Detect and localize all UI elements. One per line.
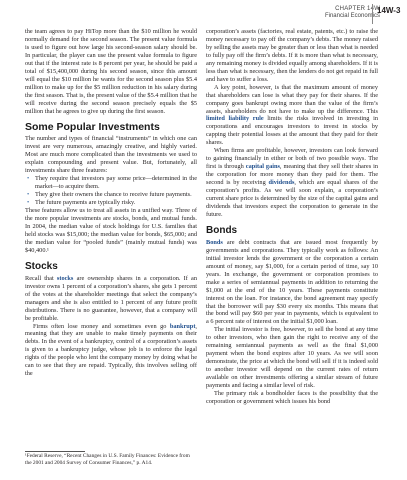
page-number: 14W-3	[377, 6, 401, 15]
paragraph: Bonds are debt contracts that are issued most frequently by governments and corporations. They typically work as follows: An initial investor lends the government or the corporation a certain amount of money, say $1,000, for a certain period of time, say 10 years. In exchange, the government or corporation promises to make a series of semiannual payments in addition to returning the $1,000 at the end of the 10 years. These payments constitute interest on the loan. For instance, the bond agreement may specify that the borrower will pay $30 every six months. This means that the bond will pay $60 per year in payments, which is equivalent to a 6 percent rate of interest on the initial $1,000 loan.	[206, 238, 378, 326]
paragraph: The number and types of financial “instruments” in which one can invest are very numerous, amazingly creative, and highly varied. Most are much more complicated than the investments we used to explain compounding and present value. But, fortunately, all investments share three features:	[25, 135, 197, 175]
paragraph: The initial investor is free, however, to sell the bond at any time to other investors, who then gain the right to receive any of the remaining semiannual payments as well as the final $1,000 payment when the bond expires after 10 years. As we will soon demonstrate, the price at which the bond will sell if it is indeed sold to another investor will depend on the current rates of return available on other investments offering a similar stream of future payments and facing a similar level of risk.	[206, 326, 378, 390]
paragraph: When firms are profitable, however, investors can look forward to gaining financially in either or both of two possible ways. The first is through capital gains, meaning that they sell their shares in the corporation for more money than they paid for them. The second is by receiving dividends, which are equal shares of the corporation’s profits. As we will soon explain, a corporation’s current share price is determined by the size of the capital gains and dividends that investors expect the corporation to generate in the future.	[206, 147, 379, 218]
right-column	[206, 28, 378, 406]
key-term-limited-liability: limited liability rule	[206, 115, 264, 123]
paragraph: A key point, however, is that the maximum amount of money that shareholders can lose is what they pay for their shares. If the company goes bankrupt owing more than the value of the firm’s assets, shareholders do not have to make up the difference. This limited liability rule limits the risks involved in investing in corporations and encourages investors to invest in stocks by capping their potential losses at the amount that they paid for their shares.	[206, 83, 378, 147]
section-heading-popular-investments: Some Popular Investments	[25, 121, 160, 134]
list-item: • The future payments are typically risky.	[35, 199, 197, 207]
key-term-bonds: Bonds	[206, 238, 223, 246]
paragraph: the team agrees to pay HiTop more than the $10 million he would normally demand for the second season. The present value formula is used to figure out how large his second-season salary should be. In particular, the player can use the present value formula to figure out that if the interest rate is 8 percent per year, he should be paid a total of $15,400,000 during his second season, since this amount will equal the $10 million he wants for the second season plus $5.4 million to make up for the $5 million reduction in his salary during the first season. That is, the present value of the $5.4 million that he will receive during the second season precisely equals the $5 million that he agrees to give up during the first season.	[25, 28, 197, 115]
section-heading-bonds: Bonds	[206, 224, 238, 236]
left-column	[25, 28, 197, 378]
paragraph: The primary risk a bondholder faces is the possibility that the corporation or government which issues his bond	[206, 389, 378, 405]
section-heading-stocks: Stocks	[25, 260, 58, 272]
chapter-title: Financial Economics	[324, 13, 380, 19]
key-term-stocks: stocks	[56, 274, 74, 282]
paragraph: Recall that stocks are ownership shares in a corporation. If an investor owns 1 percent of a corporation’s shares, she gets 1 percent of the votes at the shareholder meetings that select the company’s managers and she is also entitled to 1 percent of any future profit distributions. There is no guarantee, however, that a company will be profitable.	[25, 274, 197, 322]
footnote-divider	[25, 451, 85, 452]
paragraph: These features allow us to treat all assets in a unified way. Three of the more popular investments are stocks, bonds, and mutual funds. In 2004, the median value of stock holdings for U.S. families that held stocks was $15,000; the median value for bonds, $65,000; and the median value for “pooled funds” (mainly mutual funds) was $40,400.¹	[25, 207, 197, 254]
key-term-bankrupt: bankrupt	[169, 322, 196, 330]
paragraph: Firms often lose money and sometimes even go bankrupt, meaning that they are unable to make timely payments on their debts. In the event of a bankruptcy, control of a corporation’s assets is given to a bankruptcy judge, whose job is to enforce the legal rights of the people who lent the company money by doing what he can to see that they are repaid. Typically, this involves selling off the	[25, 322, 197, 378]
feature-list	[25, 175, 197, 207]
key-term-capital-gains: capital gains	[245, 163, 280, 171]
footnote: ¹Federal Reserve, “Recent Changes in U.S. Family Finances: Evidence from the 2001 and 2004 Survey of Consumer Finances,” p. A14.	[25, 453, 190, 466]
header-divider	[372, 4, 373, 24]
chapter-label: CHAPTER 14W	[335, 6, 380, 12]
list-item: • They give their owners the chance to receive future payments.	[35, 191, 197, 199]
list-item: • They require that investors pay some price—determined in the market—to acquire them.	[35, 175, 197, 191]
key-term-dividends: dividends	[268, 179, 295, 187]
paragraph: corporation’s assets (factories, real estate, patents, etc.) to raise the money necessary to pay off the company’s debts. The money raised by selling the assets may be greater than or less than what is needed to fully pay off the firm’s debts. If it is more than what is necessary, any remaining money is divided equally among shareholders. If it is less than what is necessary, then the lenders do not get repaid in full and have to suffer a loss.	[206, 28, 378, 83]
